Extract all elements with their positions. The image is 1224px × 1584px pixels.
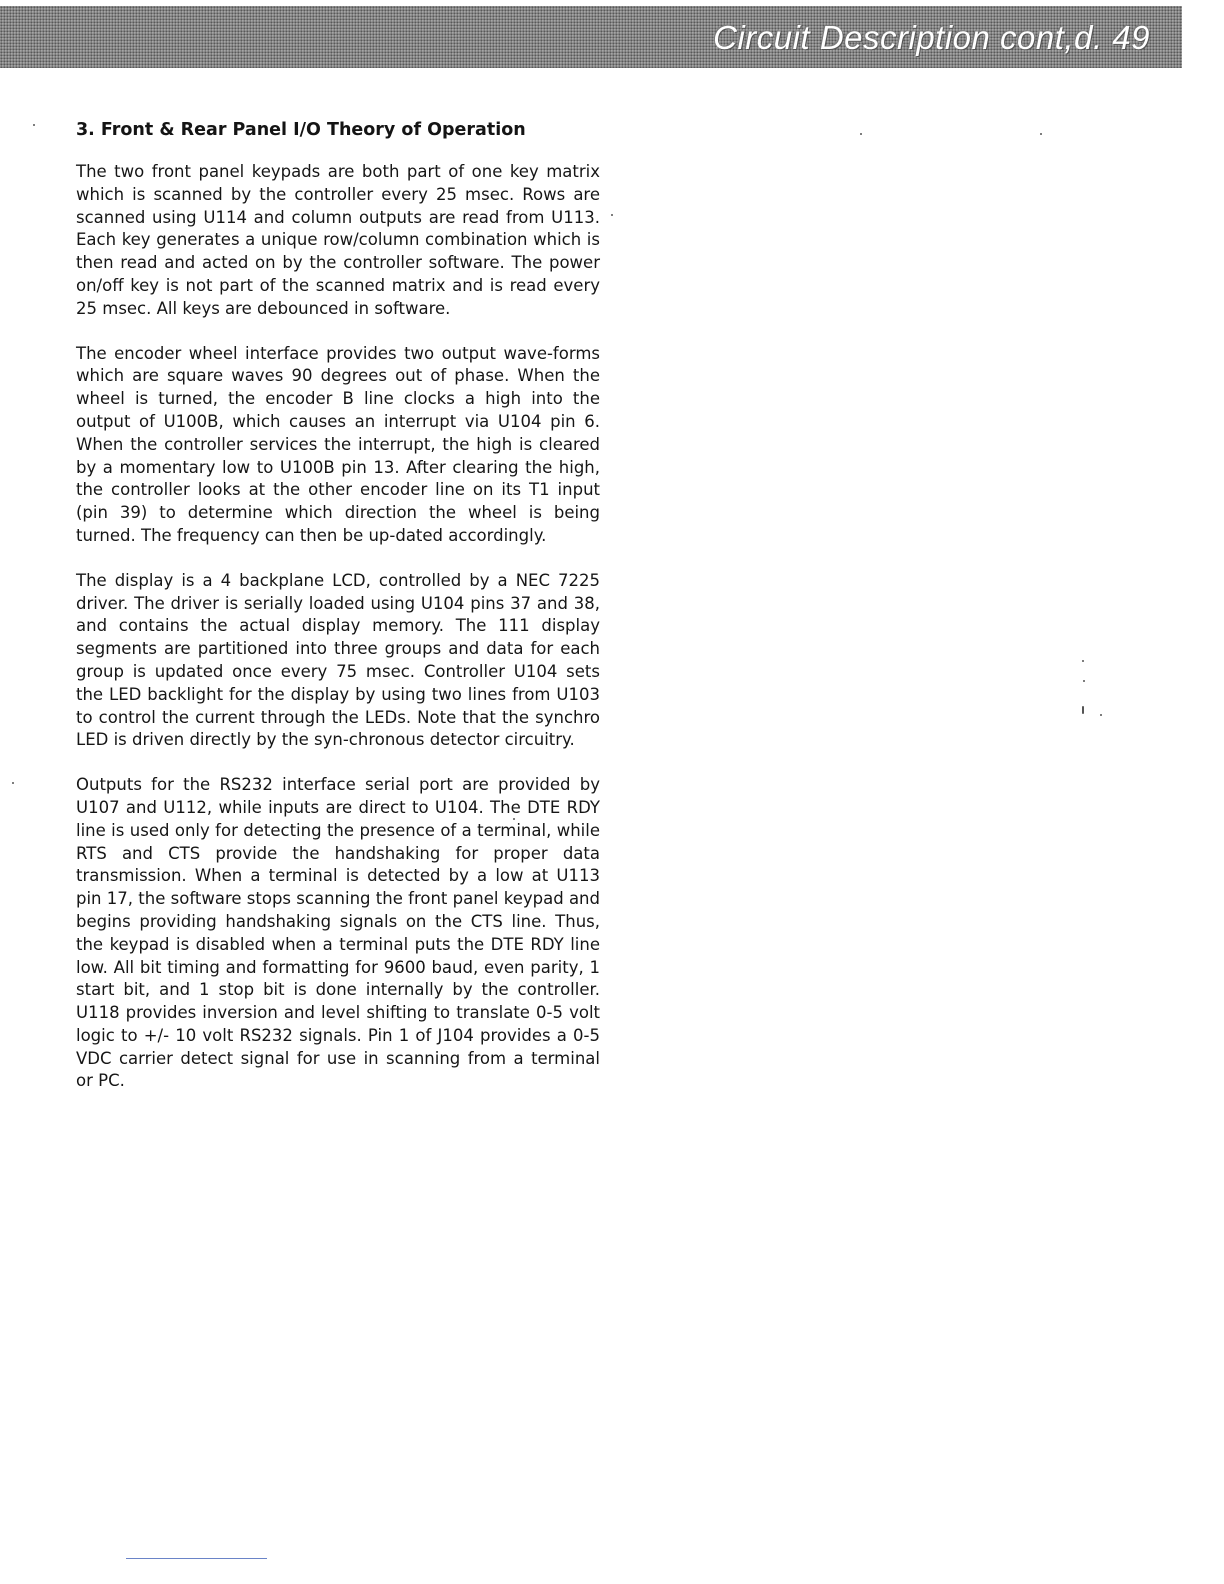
- scan-speck: [860, 133, 862, 135]
- page-header-bar: [0, 6, 1182, 68]
- footer-rule: [126, 1558, 267, 1559]
- scan-speck: [12, 782, 14, 784]
- paragraph-display: The display is a 4 backplane LCD, controlled by a NEC 7225 driver. The driver is serially loaded using U104 pins 37 and 38, and contains the actual display memory. The 111 display segments are partitioned into three groups and data for each group is updated once every 75 msec. Controller U104 sets the LED backlight for the display by using two lines from U103 to control the current through the LEDs. Note that the synchro LED is driven directly by the syn-chronous detector circuitry.: [76, 570, 600, 750]
- section-body: [76, 117, 600, 1115]
- page-header-title: Circuit Description cont,d. 49: [713, 19, 1150, 56]
- paragraph-keypad: The two front panel keypads are both part of one key matrix which is scanned by the controller every 25 msec. Rows are scanned using U114 and column outputs are read from U113. Each key generates a unique row/column combination which is then read and acted on by the controller software. The power on/off key is not part of the scanned matrix and is read every 25 msec. All keys are debounced in software.: [76, 162, 600, 318]
- scan-speck: [1100, 714, 1102, 716]
- scan-speck: [513, 818, 515, 820]
- paragraph-encoder: The encoder wheel interface provides two output wave-forms which are square waves 90 degrees out of phase. When the wheel is turned, the encoder B line clocks a high into the output of U100B, which causes an interrupt via U104 pin 6. When the controller services the interrupt, the high is cleared by a momentary low to U100B pin 13. After clearing the high, the controller looks at the other encoder line on its T1 input (pin 39) to determine which direction the wheel is being turned. The frequency can then be up-dated accordingly.: [76, 343, 600, 545]
- paragraph-rs232: Outputs for the RS232 interface serial port are provided by U107 and U112, while inputs are direct to U104. The DTE RDY line is used only for detecting the presence of a terminal, while RTS and CTS provide the handshaking for proper data transmission. When a terminal is detected by a low at U113 pin 17, the software stops scanning the front panel keypad and begins providing handshaking signals on the CTS line. Thus, the keypad is disabled when a terminal puts the DTE RDY line low. All bit timing and formatting for 9600 baud, even parity, 1 start bit, and 1 stop bit is done internally by the controller. U118 provides inversion and level shifting to translate 0-5 volt logic to +/- 10 volt RS232 signals. Pin 1 of J104 provides a 0-5 VDC carrier detect signal for use in scanning from a terminal or PC.: [76, 775, 600, 1091]
- section-heading: 3. Front & Rear Panel I/O Theory of Operation: [76, 120, 526, 140]
- scan-speck: [1083, 680, 1085, 682]
- scan-speck: [1082, 706, 1084, 714]
- scan-speck: [1040, 133, 1042, 135]
- scan-speck: [1082, 660, 1084, 662]
- scan-speck: [33, 124, 35, 126]
- scan-speck: [611, 214, 613, 216]
